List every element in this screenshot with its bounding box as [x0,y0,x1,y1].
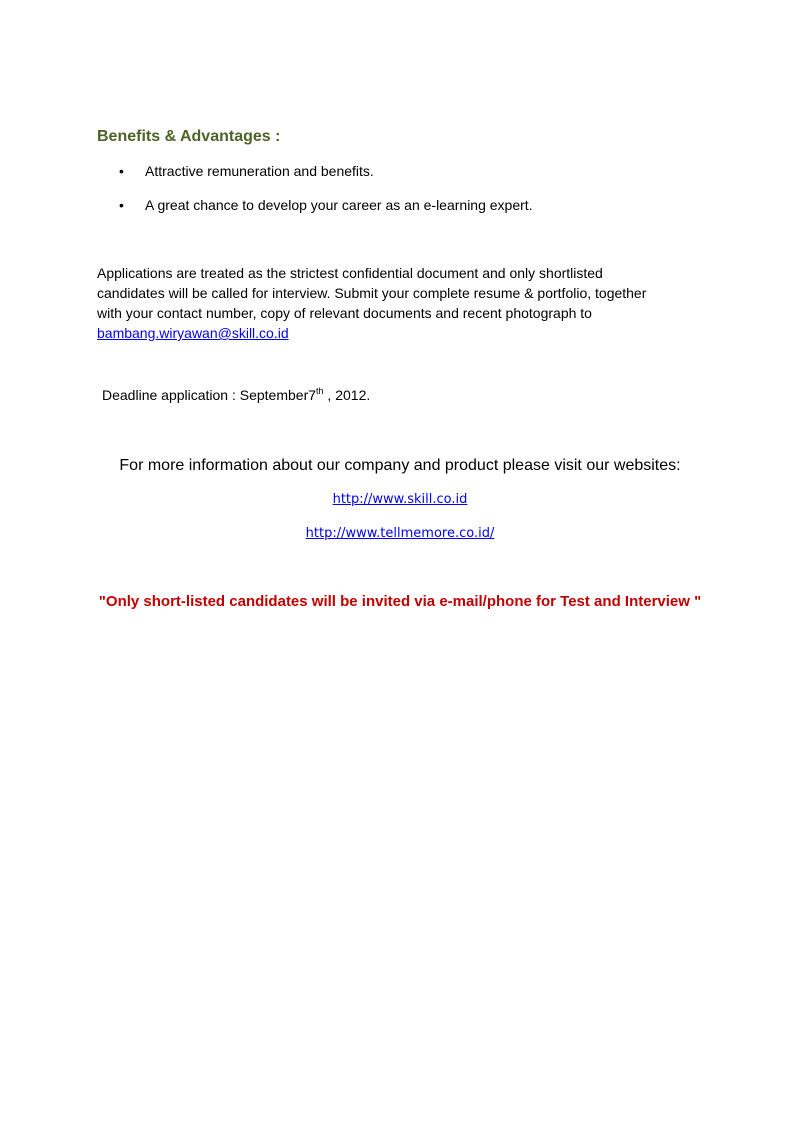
deadline-superscript: th [316,386,324,396]
notice-text: "Only short-listed candidates will be invited via e-mail/phone for Test and Interview " [98,593,702,610]
benefit-text: A great chance to develop your career as an e-learning expert. [145,197,533,213]
deadline-prefix: Deadline application : September7 [102,387,317,403]
deadline-suffix: , 2012. [323,387,371,403]
benefit-text: Attractive remuneration and benefits. [145,163,374,179]
paragraph-line: candidates will be called for interview. Submit your complete resume & portfolio, together [97,285,647,301]
tellmemore-website-link[interactable]: http://www.tellmemore.co.id/ [305,526,495,541]
more-info-text: For more information about our company and product please visit our websites: [119,457,681,474]
email-link[interactable]: bambang.wiryawan@skill.co.id [97,325,289,341]
benefits-heading: Benefits & Advantages : [97,128,281,145]
list-item [0,197,800,231]
bullet-icon: • [119,163,124,179]
application-paragraph [97,263,697,343]
bullet-icon: • [119,197,124,213]
paragraph-line: with your contact number, copy of relevant documents and recent photograph to [97,305,592,321]
skill-website-link[interactable]: http://www.skill.co.id [332,492,468,507]
website-link-row [0,526,800,541]
list-item [0,163,800,197]
benefits-list [0,163,800,231]
deadline-text [102,387,370,403]
website-link-row [0,492,800,507]
paragraph-line: Applications are treated as the strictest confidential document and only shortlisted [97,265,603,281]
